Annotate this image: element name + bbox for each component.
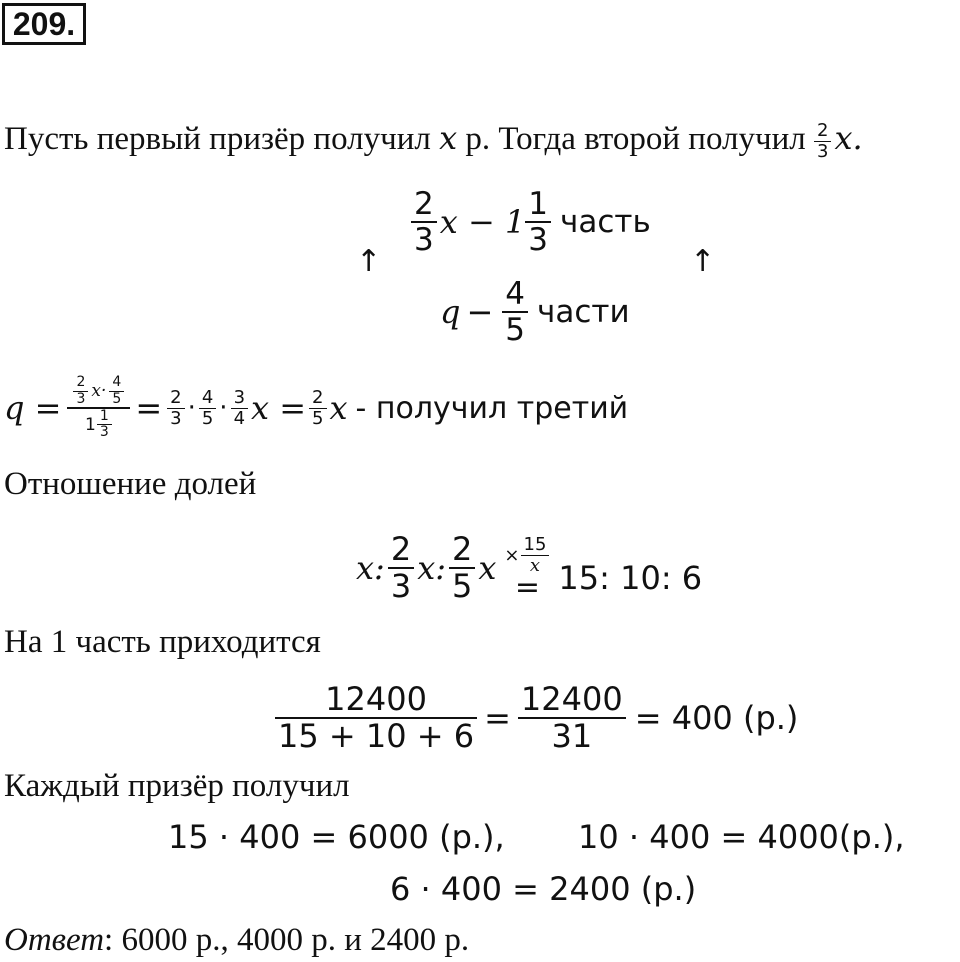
ratio-eq: = xyxy=(514,570,540,606)
q-frac-4 xyxy=(309,388,326,429)
q-x1: x = xyxy=(251,389,307,427)
q-den-num: 1 xyxy=(99,408,109,424)
scheme-row-1 xyxy=(408,180,651,264)
q-suffix: - получил третий xyxy=(355,390,629,426)
q-equation-line xyxy=(4,358,628,458)
part-num-1: 12400 xyxy=(325,679,427,718)
scheme-row1-mixed-num: 1 xyxy=(528,185,549,222)
scheme-row1-frac-num: 2 xyxy=(414,185,434,222)
scheme-row2-fraction xyxy=(502,277,528,347)
ratio-mult-fraction xyxy=(521,535,550,576)
q-f4-den: 5 xyxy=(312,407,324,429)
arrow-up-right-icon: ↑ xyxy=(690,244,716,279)
q-f4-num: 2 xyxy=(312,386,324,408)
intro-var: x xyxy=(439,119,458,157)
scheme-row2-frac-den: 5 xyxy=(505,312,526,348)
scheme-row2-op: − xyxy=(466,293,494,331)
ratio-f1-num: 2 xyxy=(390,529,412,568)
each-heading: Каждый призёр получил xyxy=(4,768,350,804)
scheme-row1-mixed-den: 3 xyxy=(528,222,549,258)
scheme-row2-var: q xyxy=(440,293,461,331)
q-eq1: = xyxy=(135,389,163,427)
scheme-row1-fraction xyxy=(411,187,437,257)
q-compound-numerator xyxy=(67,375,130,407)
arrow-up-left-icon: ↑ xyxy=(356,244,382,279)
intro-tail-var: x. xyxy=(834,119,863,157)
ratio-frac-2 xyxy=(449,529,475,605)
intro-frac-num: 2 xyxy=(816,120,829,142)
times-icon: × xyxy=(504,544,520,566)
part-den-2: 31 xyxy=(551,717,593,755)
q-frac-3 xyxy=(231,388,248,429)
q-dot-2: · xyxy=(219,393,228,423)
part-eq1: = xyxy=(484,699,511,737)
scheme-row-2 xyxy=(440,270,630,354)
answer-label: Ответ xyxy=(4,922,105,958)
q-f3-den: 4 xyxy=(233,407,246,429)
q-den-whole: 1 xyxy=(85,414,96,435)
q-f2-den: 5 xyxy=(201,407,214,429)
part-frac-2 xyxy=(518,679,626,755)
part-den-1: 15 + 10 + 6 xyxy=(278,717,475,755)
ratio-frac-1 xyxy=(388,529,414,605)
part-line xyxy=(272,668,798,768)
q-inner-frac-a xyxy=(73,375,88,407)
ratio-f2-den: 5 xyxy=(452,567,473,605)
answer-line xyxy=(4,922,469,959)
ratio-mult-den: x xyxy=(529,554,541,576)
part-heading: На 1 часть приходится xyxy=(4,624,321,660)
scheme-row2-frac-num: 4 xyxy=(505,275,526,312)
q-den-fraction xyxy=(97,409,112,441)
q-f3-num: 3 xyxy=(233,386,246,408)
ratio-multiplier xyxy=(504,535,550,576)
q-den-den: 3 xyxy=(99,424,109,441)
problem-number: 209. xyxy=(2,3,86,45)
part-frac-1 xyxy=(275,679,477,755)
each-line-1b: 10 · 400 = 4000(р.), xyxy=(578,818,905,856)
scheme-row1-mixed-fraction xyxy=(525,187,551,257)
scheme-row1-word: часть xyxy=(560,204,651,240)
q-dot-1: · xyxy=(187,393,196,423)
q-compound-denominator xyxy=(82,409,116,441)
part-num-2: 12400 xyxy=(520,679,623,718)
ratio-result: 15: 10: 6 xyxy=(558,559,703,597)
q-f2-num: 4 xyxy=(201,386,214,408)
q-frac-2 xyxy=(199,388,216,429)
intro-text: Пусть первый призёр получил xyxy=(4,121,431,157)
intro-frac-den: 3 xyxy=(816,140,829,162)
scheme-row1-frac-den: 3 xyxy=(414,222,434,258)
ratio-f1-den: 3 xyxy=(390,567,412,605)
q-inner-a-den: 3 xyxy=(76,390,86,407)
q-f1-num: 2 xyxy=(170,386,182,408)
ratio-f2-num: 2 xyxy=(452,529,473,568)
q-compound-fraction xyxy=(67,375,130,441)
q-inner-a-num: 2 xyxy=(76,374,86,391)
q-frac-1 xyxy=(167,388,184,429)
ratio-heading: Отношение долей xyxy=(4,466,257,502)
q-inner-frac-b xyxy=(109,375,124,407)
q-inner-b-den: 5 xyxy=(112,390,122,407)
q-inner-x: x· xyxy=(91,380,107,401)
answer-text: : 6000 р., 4000 р. и 2400 р. xyxy=(104,922,470,958)
q-x2: x xyxy=(329,389,348,427)
scheme-row2-word: части xyxy=(537,294,630,330)
ratio-mult-num: 15 xyxy=(523,533,547,555)
intro-line xyxy=(4,112,863,165)
ratio-x-end: x xyxy=(478,549,497,587)
each-line-2: 6 · 400 = 2400 (р.) xyxy=(390,870,697,908)
intro-mid: р. Тогда второй получил xyxy=(465,121,806,157)
q-f1-den: 3 xyxy=(170,407,182,429)
intro-fraction xyxy=(814,121,831,162)
scheme-row1-expr: x − 1 xyxy=(439,203,526,241)
q-lhs: q = xyxy=(4,389,62,427)
ratio-line xyxy=(356,512,702,624)
ratio-x: x: xyxy=(356,549,385,587)
ratio-multiplied-equals xyxy=(504,533,550,606)
each-line-1a: 15 · 400 = 6000 (р.), xyxy=(168,818,505,856)
ratio-mid: x: xyxy=(417,549,447,587)
q-inner-b-num: 4 xyxy=(112,374,122,391)
part-result: = 400 (р.) xyxy=(634,699,799,737)
